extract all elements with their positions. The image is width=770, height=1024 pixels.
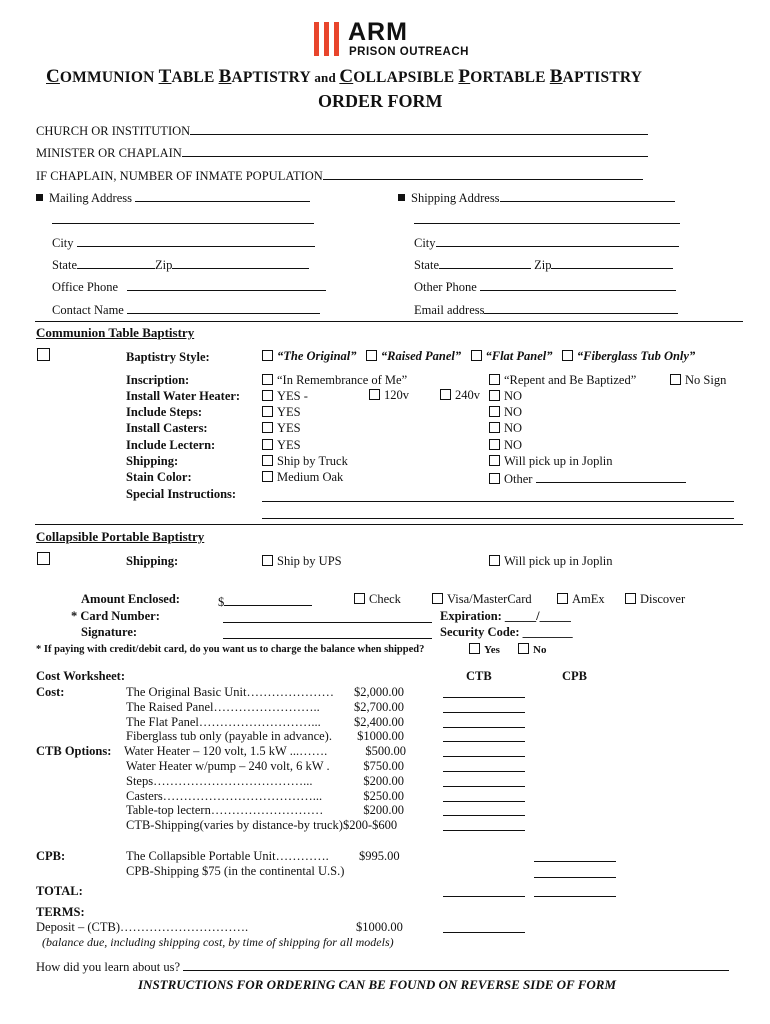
pay-discover[interactable]: Discover xyxy=(625,592,685,607)
pay-visa-mastercard[interactable]: Visa/MasterCard xyxy=(432,592,532,607)
special-instructions-line2[interactable] xyxy=(262,505,734,523)
item-row: Water Heater w/pump – 240 volt, 6 kW . $750.00 xyxy=(126,758,404,773)
lectern-yes[interactable]: YES xyxy=(262,437,407,453)
stain-medium-oak[interactable]: Medium Oak xyxy=(262,469,407,485)
learn-about-us-field[interactable]: How did you learn about us? xyxy=(36,957,729,975)
cpb-will-pick-up[interactable]: Will pick up in Joplin xyxy=(489,554,613,569)
col-ctb: CTB xyxy=(466,669,492,683)
card-number-label: * Card Number: xyxy=(71,609,160,623)
amount-enclosed-label: Amount Enclosed: xyxy=(81,592,180,606)
cpb-shipping-label: Shipping: xyxy=(126,554,179,568)
item-row: Casters………………………………... $250.00 xyxy=(126,788,404,803)
cpb-select-checkbox[interactable] xyxy=(37,552,50,569)
ctb-amount-lines[interactable] xyxy=(443,684,525,832)
divider xyxy=(35,524,743,525)
charge-question: * If paying with credit/debit card, do you want us to charge the balance when shipped? xyxy=(36,644,425,655)
ship-by-ups[interactable]: Ship by UPS xyxy=(262,554,342,569)
cpb-unit-price: $995.00 xyxy=(359,849,400,863)
heater-120v[interactable]: 120v xyxy=(369,388,409,403)
item-row: Fiberglass tub only (payable in advance). $1000.00 xyxy=(126,729,404,744)
deposit-price: $1000.00 xyxy=(356,920,403,934)
heater-no[interactable]: NO xyxy=(489,388,686,404)
logo-bars xyxy=(314,22,339,60)
cost-label: Cost: xyxy=(36,685,65,699)
style-fiberglass[interactable]: “Fiberglass Tub Only” xyxy=(562,349,695,363)
ctb-options-label: CTB Options: xyxy=(36,744,112,758)
logo-arm: ARM xyxy=(348,18,408,46)
city-right-field[interactable]: City xyxy=(414,233,679,251)
item-row: The Raised Panel…………………….. $2,700.00 xyxy=(126,699,404,714)
cpb-shipping-item: CPB-Shipping $75 (in the continental U.S.) xyxy=(126,864,345,878)
baptistry-style-options[interactable] xyxy=(262,349,695,364)
total-cpb-field[interactable] xyxy=(534,883,616,901)
deposit-note: (balance due, including shipping cost, by time of shipping for all models) xyxy=(42,935,394,949)
deposit-field[interactable] xyxy=(443,919,525,937)
cpb-unit-item: The Collapsible Portable Unit…………. xyxy=(126,849,329,863)
worksheet-title: Cost Worksheet: xyxy=(36,669,126,683)
inscription-remembrance[interactable]: “In Remembrance of Me” xyxy=(262,372,407,388)
cpb-heading: Collapsible Portable Baptistry xyxy=(36,529,205,544)
total-label: TOTAL: xyxy=(36,884,83,898)
mailing-address-field[interactable]: Mailing Address xyxy=(36,188,310,206)
inscription-repent[interactable]: “Repent and Be Baptized” xyxy=(489,372,686,388)
divider xyxy=(35,321,743,322)
style-flat-panel[interactable]: “Flat Panel” xyxy=(471,349,553,363)
pay-check[interactable]: Check xyxy=(354,592,401,607)
ctb-will-pick-up[interactable]: Will pick up in Joplin xyxy=(489,453,686,469)
heater-240v[interactable]: 240v xyxy=(440,388,480,403)
city-left-field[interactable]: City xyxy=(52,233,315,251)
other-phone-field[interactable]: Other Phone xyxy=(414,277,676,295)
steps-yes[interactable]: YES xyxy=(262,404,407,420)
state-zip-left-field[interactable]: State Zip xyxy=(52,255,309,273)
signature-field[interactable] xyxy=(223,625,432,643)
amount-enclosed-field[interactable]: $ xyxy=(218,592,312,610)
form-subtitle: ORDER FORM xyxy=(318,91,443,111)
brand-logo xyxy=(314,18,474,62)
item-row: The Original Basic Unit………………… $2,000.00 xyxy=(126,685,404,699)
casters-no[interactable]: NO xyxy=(489,420,686,436)
item-row: Table-top lectern……………………… $200.00 xyxy=(126,803,404,818)
charge-no[interactable]: No xyxy=(518,643,546,656)
casters-yes[interactable]: YES xyxy=(262,420,407,436)
email-field[interactable]: Email address xyxy=(414,300,678,318)
population-field[interactable]: IF CHAPLAIN, NUMBER OF INMATE POPULATION xyxy=(36,166,643,184)
instructions-note: INSTRUCTIONS FOR ORDERING CAN BE FOUND ON REVERSE SIDE OF FORM xyxy=(138,977,616,992)
logo-subtitle: PRISON OUTREACH xyxy=(349,46,469,58)
ctb-heading: Communion Table Baptistry xyxy=(36,325,195,340)
shipping-address-line2[interactable] xyxy=(414,210,680,228)
style-original[interactable]: “The Original” xyxy=(262,349,357,363)
item-row: CTB-Shipping(varies by distance-by truck)$200-$600 xyxy=(126,818,398,833)
col-cpb: CPB xyxy=(562,669,587,683)
item-row: Water Heater – 120 volt, 1.5 kW ...……. $500.00 xyxy=(124,744,406,759)
item-row: The Flat Panel………………………... $2,400.00 xyxy=(126,714,404,729)
total-ctb-field[interactable] xyxy=(443,883,525,901)
office-phone-field[interactable]: Office Phone xyxy=(52,277,326,295)
minister-field[interactable]: MINISTER OR CHAPLAIN xyxy=(36,143,648,161)
ctb-select-checkbox[interactable] xyxy=(37,348,50,365)
stain-other[interactable]: Other xyxy=(489,469,686,485)
state-zip-right-field[interactable]: State Zip xyxy=(414,255,673,273)
lectern-no[interactable]: NO xyxy=(489,437,686,453)
security-code-field[interactable]: Security Code: ________ xyxy=(440,625,573,639)
mailing-address-line2[interactable] xyxy=(52,210,314,228)
worksheet-items xyxy=(126,685,404,833)
ctb-labels: Baptistry Style: Inscription: Install Water Heater: Include Steps: Install Casters: Include Lectern: Shipping: Stain Color: Special Instructions: xyxy=(126,350,241,501)
form-title: COMMUNION TABLE BAPTISTRY and COLLAPSIBLE PORTABLE BAPTISTRY xyxy=(46,66,643,87)
pay-amex[interactable]: AmEx xyxy=(557,592,605,607)
cpb-amount-line2[interactable] xyxy=(534,864,616,882)
contact-name-field[interactable]: Contact Name xyxy=(52,300,320,318)
ctb-options-col2[interactable] xyxy=(489,372,686,486)
charge-yes[interactable]: Yes xyxy=(469,643,500,656)
special-instructions-line1[interactable] xyxy=(262,488,734,506)
style-raised-panel[interactable]: “Raised Panel” xyxy=(366,349,461,363)
ship-by-truck[interactable]: Ship by Truck xyxy=(262,453,407,469)
signature-label: Signature: xyxy=(81,625,138,639)
style-label: Baptistry Style: xyxy=(126,350,210,364)
church-field[interactable]: CHURCH OR INSTITUTION xyxy=(36,121,648,139)
shipping-address-field[interactable]: Shipping Address xyxy=(398,188,675,206)
cpb-label: CPB: xyxy=(36,849,66,863)
terms-label: TERMS: xyxy=(36,905,85,919)
steps-no[interactable]: NO xyxy=(489,404,686,420)
item-row: Steps………………………………... $200.00 xyxy=(126,773,404,788)
deposit-item: Deposit – (CTB)…………………………. xyxy=(36,920,249,934)
heater-yes[interactable]: YES - xyxy=(262,388,407,404)
expiration-field[interactable]: Expiration: _____/_____ xyxy=(440,609,571,623)
inscription-no-sign[interactable]: No Sign xyxy=(670,372,726,388)
